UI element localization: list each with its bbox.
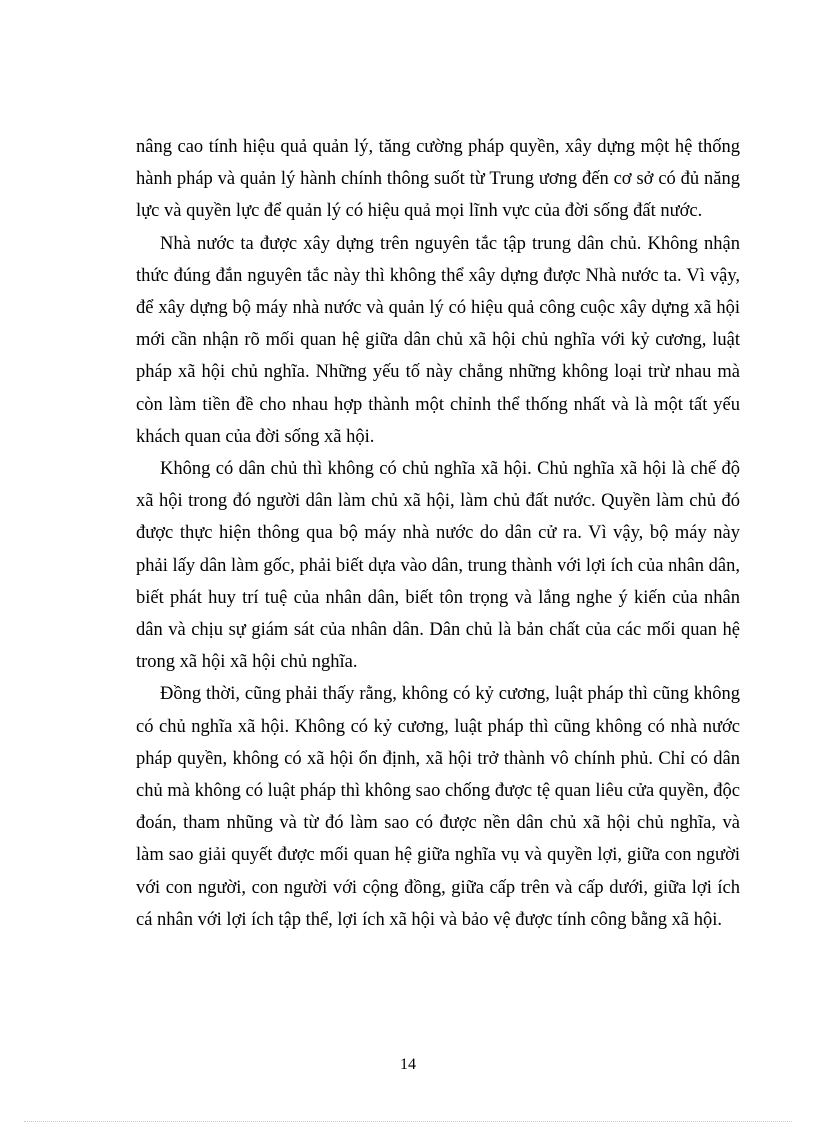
body-text	[136, 131, 740, 936]
page-bottom-divider	[24, 1121, 792, 1122]
paragraph-democratic-centralism: Nhà nước ta được xây dựng trên nguyên tắc tập trung dân chủ. Không nhận thức đúng đắn nguyên tắc này thì không thể xây dựng được Nhà nước ta. Vì vậy, để xây dựng bộ máy nhà nước và quản lý có hiệu quả công cuộc xây dựng xã hội mới cần nhận rõ mối quan hệ giữa dân chủ xã hội chủ nghĩa với kỷ cương, luật pháp xã hội chủ nghĩa. Những yếu tố này chẳng những không loại trừ nhau mà còn làm tiền đề cho nhau hợp thành một chỉnh thể thống nhất và là một tất yếu khách quan của đời sống xã hội.	[136, 233, 740, 447]
paragraph-discipline-law: Đồng thời, cũng phải thấy rằng, không có kỷ cương, luật pháp thì cũng không có chủ nghĩa xã hội. Không có kỷ cương, luật pháp thì cũng không có nhà nước pháp quyền, không có xã hội ổn định, xã hội trở thành vô chính phủ. Chỉ có dân chủ mà không có luật pháp thì không sao chống được tệ quan liêu cửa quyền, độc đoán, tham nhũng và từ đó làm sao có được nền dân chủ xã hội chủ nghĩa, và làm sao giải quyết được mối quan hệ giữa nghĩa vụ và quyền lợi, giữa con người với con người, con người với cộng đồng, giữa cấp trên và cấp dưới, giữa lợi ích cá nhân với lợi ích tập thể, lợi ích xã hội và bảo vệ được tính công bằng xã hội.	[136, 684, 740, 930]
paragraph-continuation: nâng cao tính hiệu quả quản lý, tăng cường pháp quyền, xây dựng một hệ thống hành pháp và quản lý hành chính thông suốt từ Trung ương đến cơ sở có đủ năng lực và quyền lực để quản lý có hiệu quả mọi lĩnh vực của đời sống đất nước.	[136, 137, 740, 222]
paragraph-democracy-socialism: Không có dân chủ thì không có chủ nghĩa xã hội. Chủ nghĩa xã hội là chế độ xã hội trong đó người dân làm chủ xã hội, làm chủ đất nước. Quyền làm chủ đó được thực hiện thông qua bộ máy nhà nước do dân cử ra. Vì vậy, bộ máy này phải lấy dân làm gốc, phải biết dựa vào dân, trung thành với lợi ích của nhân dân, biết phát huy trí tuệ của nhân dân, biết tôn trọng và lắng nghe ý kiến của nhân dân và chịu sự giám sát của nhân dân. Dân chủ là bản chất của các mối quan hệ trong xã hội xã hội chủ nghĩa.	[136, 459, 740, 673]
page-number: 14	[400, 1056, 416, 1073]
